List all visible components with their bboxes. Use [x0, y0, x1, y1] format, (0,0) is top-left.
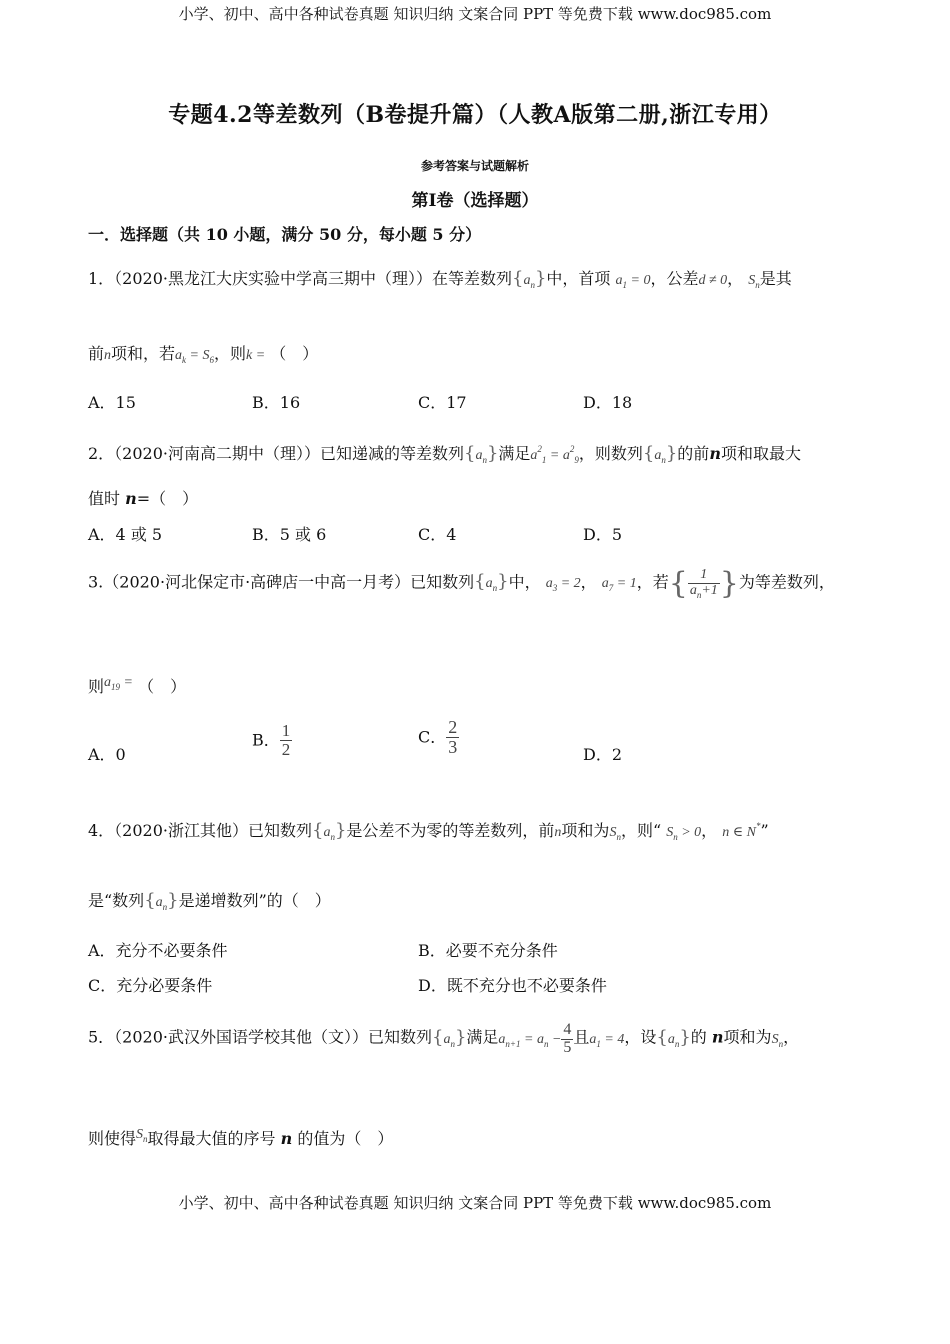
seq-an-math: $\{a_n\}$ [312, 820, 347, 842]
document-subtitle: 参考答案与试题解析 [420, 159, 529, 173]
q5-n2: n [280, 1129, 293, 1148]
q1-text-c: ，公差 [650, 269, 699, 288]
q4-text-h: 是递增数列”的（ ） [178, 891, 331, 910]
q3-option-a: A．0 [88, 745, 126, 764]
q2-option-b: B．5 或 6 [252, 525, 327, 544]
q4-text-b: 是公差不为零的等差数列，前 [346, 821, 555, 840]
question-2-line-2 [88, 488, 198, 510]
seq-an-math: $\{a_n\}$ [512, 268, 547, 290]
q5-text-f: 项和为 [723, 1027, 772, 1047]
question-2-line-1 [88, 438, 801, 471]
question-1-line-1 [88, 268, 792, 296]
q5-Sn-math: $S_n$ [771, 1031, 784, 1049]
q4-n-math: n [554, 825, 562, 840]
question-4-line-1 [88, 815, 769, 848]
q3-text-g: （ ） [138, 677, 187, 696]
q4-text-d: ，则“ [620, 821, 662, 840]
q1-text-f: 前 [88, 344, 105, 363]
q5-rel-math: $a_{n+1} = a_n$ − $\frac{4}{5}$ [498, 1021, 572, 1056]
q5-text-c: 且 [573, 1027, 590, 1047]
q2-eq-math: $a^2_1 = a^2_9$ [530, 444, 579, 465]
seq-an-math: $\{a_n\}$ [642, 443, 678, 465]
seq-an-math: $\{a_n\}$ [464, 443, 499, 465]
q5-text-a: 5．（2020·武汉外国语学校其他（文））已知数列 [88, 1027, 432, 1047]
q3-a19-math: $a_{19}$ = [104, 675, 133, 692]
question-5-line-1 [88, 1022, 799, 1057]
q2-text-a: 2．（2020·河南高二期中（理））已知递减的等差数列 [88, 444, 464, 463]
q4-option-c: C．充分必要条件 [88, 976, 213, 995]
q3-a3-math: $a_3 = 2$ [545, 576, 581, 594]
question-4-line-2 [88, 890, 331, 918]
q4-text-g: 是“数列 [88, 891, 145, 910]
q2-text-f: 值时 [88, 489, 126, 508]
q5-a1-math: $a_1 = 4$ [589, 1031, 625, 1049]
q3-text-b: 中， [508, 572, 541, 592]
q1-option-a: A．15 [88, 393, 136, 412]
q1-option-c: C．17 [418, 393, 467, 412]
page-header: 小学、初中、高中各种试卷真题 知识归纳 文案合同 PPT 等免费下载 www.doc985.com [178, 5, 772, 23]
q4-text-f: ” [760, 821, 769, 840]
seq-an-math: $\{a_n\}$ [474, 571, 509, 594]
q1-ak-math: $a_k = S_6$ [175, 348, 214, 365]
page-footer: 小学、初中、高中各种试卷真题 知识归纳 文案合同 PPT 等免费下载 www.doc985.com [178, 1194, 772, 1212]
volume-title: 第Ⅰ卷（选择题） [411, 191, 539, 211]
q3-text-f: 则 [88, 677, 105, 696]
q1-Sn-math: $S_n$ [748, 273, 760, 290]
q1-n-math: n [104, 348, 112, 363]
q1-text-g: 项和，若 [111, 344, 176, 363]
q4-option-b: B．必要不充分条件 [418, 941, 558, 960]
q1-text-i: （ ） [270, 344, 319, 363]
q2-text-g: =（ ） [136, 489, 199, 508]
q1-option-d: D．18 [583, 393, 633, 412]
q3-c-frac: $\frac{2}{3}$ [448, 717, 458, 757]
question-3-line-1 [88, 568, 835, 600]
q3-option-d: D．2 [583, 745, 623, 764]
q5-text-e: 的 [690, 1027, 707, 1047]
q5-text-h: 则使得 [88, 1129, 137, 1148]
q1-a1-math: $a_1 = 0$ [615, 273, 651, 290]
q4-cond-math: $S_n > 0$ [666, 825, 702, 842]
q2-n2: n [125, 489, 137, 508]
question-1-line-2 [88, 343, 318, 371]
q1-text-d: ， [727, 269, 744, 288]
q2-text-e: 项和取最大 [720, 444, 801, 463]
q1-text-a: 1．（2020·黑龙江大庆实验中学高三期中（理））在等差数列 [88, 269, 512, 288]
q2-option-d: D．5 [583, 525, 623, 544]
section-title: 一．选择题（共 10 小题，满分 50 分，每小题 5 分） [88, 225, 482, 244]
q1-text-h: ，则 [213, 344, 246, 363]
q5-text-i: 取得最大值的序号 [147, 1129, 276, 1148]
q4-option-a: A．充分不必要条件 [88, 941, 228, 960]
q3-text-a: 3.（2020·河北保定市·高碑店一中高一月考）已知数列 [88, 572, 475, 592]
q2-n: n [709, 444, 721, 463]
q1-k-math: k = [246, 348, 266, 363]
q4-nN-math: n ∈ N* [722, 821, 761, 840]
q1-text-b: 中，首项 [546, 269, 611, 288]
seq-an-math: $\{a_n\}$ [656, 1026, 691, 1049]
q5-text-d: ，设 [624, 1027, 657, 1047]
q3-text-c: ， [580, 572, 597, 592]
q3-text-e: 为等差数列， [738, 572, 835, 592]
q1-text-e: 是其 [759, 269, 792, 288]
q5-text-g: ， [783, 1027, 800, 1047]
q2-option-c: C．4 [418, 525, 457, 544]
q5-text-j: 的值为（ ） [297, 1129, 394, 1148]
q3-a7-math: $a_7 = 1$ [601, 576, 637, 594]
q3-option-c: C． $\frac{2}{3}$ [418, 717, 458, 757]
question-5-line-2 [88, 1124, 393, 1150]
question-3-line-2 [88, 672, 186, 698]
q5-n: n [711, 1027, 724, 1047]
q3-b-frac: $\frac{1}{2}$ [281, 721, 291, 759]
q2-text-b: 满足 [498, 444, 531, 463]
q4-option-d: D．既不充分也不必要条件 [418, 976, 607, 995]
q3-option-b: B． $\frac{1}{2}$ [252, 721, 291, 759]
seq-an-math: $\{a_n\}$ [432, 1026, 467, 1049]
q1-d-math: d ≠ 0 [698, 273, 728, 288]
q5-text-b: 满足 [466, 1027, 499, 1047]
q1-option-b: B．16 [252, 393, 301, 412]
document-title: 专题4.2等差数列（B卷提升篇）（人教A版第二册,浙江专用） [168, 102, 782, 128]
q3-text-d: ，若 [636, 572, 669, 592]
q4-text-c: 项和为 [561, 821, 610, 840]
q4-text-e: ， [701, 821, 718, 840]
q4-text-a: 4．（2020·浙江其他）已知数列 [88, 821, 312, 840]
q5-Sn2-math: $S_n$ [136, 1127, 148, 1144]
q2-text-c: ，则数列 [578, 444, 643, 463]
q3-frac-math: { $\frac{1}{a_n+1}$ } [668, 566, 739, 602]
q2-option-a: A．4 或 5 [88, 525, 163, 544]
q4-Sn-math: $S_n$ [609, 825, 621, 842]
seq-an-math: $\{a_n\}$ [144, 890, 179, 912]
q2-text-d: 的前 [677, 444, 710, 463]
